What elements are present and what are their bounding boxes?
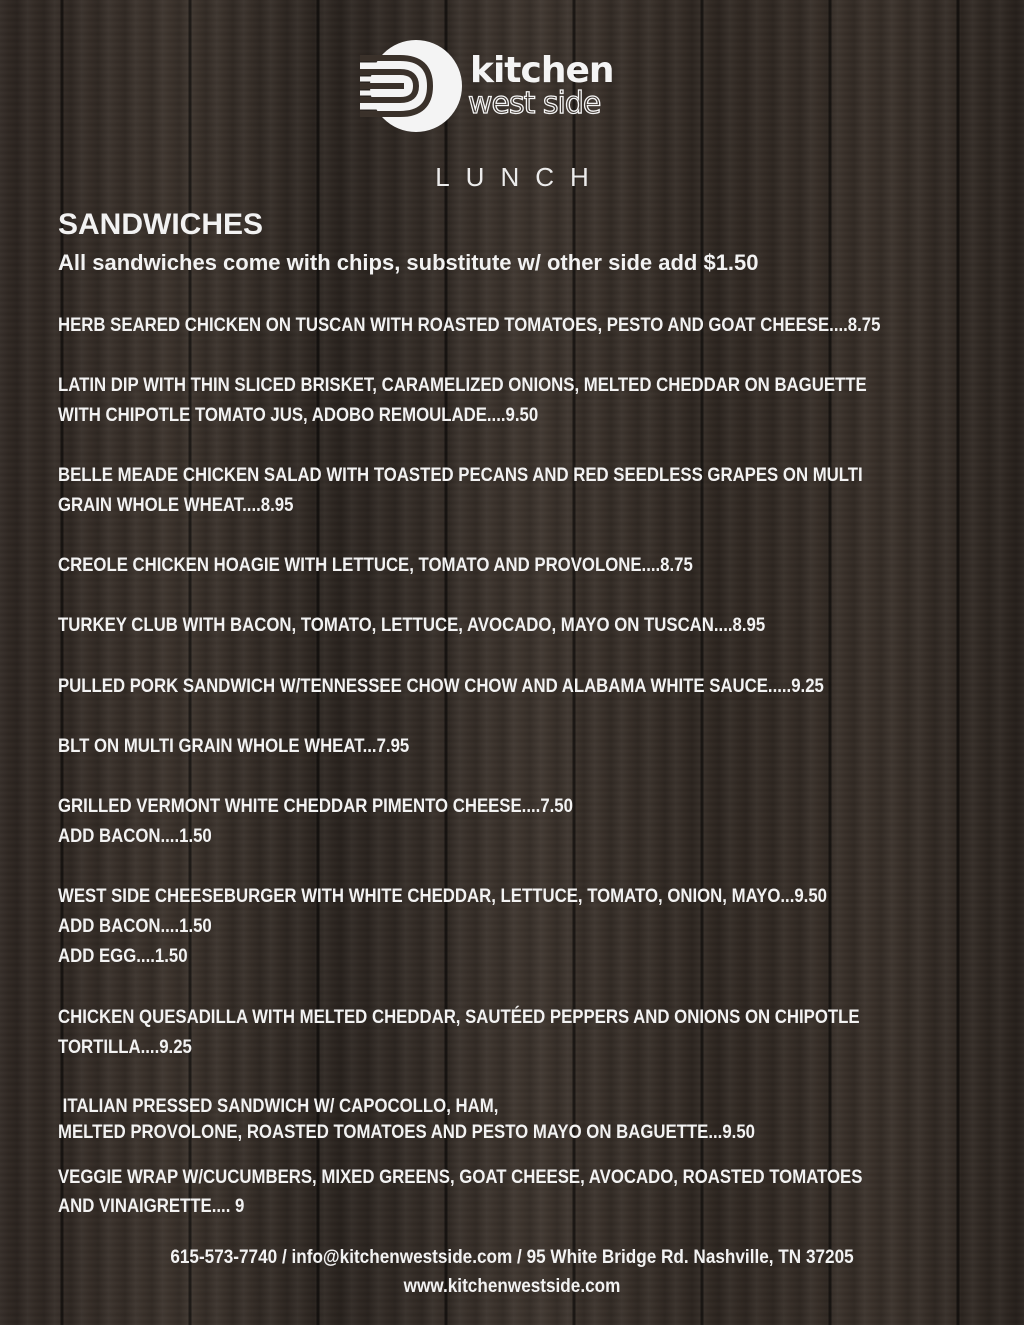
menu-item-italian-pressed — [58, 1093, 1004, 1145]
menu-item-chicken-salad — [58, 460, 1004, 520]
menu-item-blt — [58, 731, 1004, 761]
menu-item-herb-seared-chicken — [58, 310, 1004, 340]
menu-item-addon: ADD BACON....1.50 — [58, 915, 212, 937]
kitchen-west-side-logo-mark-icon — [360, 36, 470, 136]
menu-item-line: BLT ON MULTI GRAIN WHOLE WHEAT...7.95 — [58, 735, 410, 757]
menu-item-line: GRILLED VERMONT WHITE CHEDDAR PIMENTO CHEESE....7.50 — [58, 795, 573, 817]
menu-item-latin-dip — [58, 370, 1004, 430]
menu-item-addon: ADD EGG....1.50 — [58, 945, 188, 967]
footer — [0, 1243, 1024, 1301]
brand-name-line1: kitchen — [470, 50, 614, 91]
menu-item-line: BELLE MEADE CHICKEN SALAD WITH TOASTED PECANS AND RED SEEDLESS GRAPES ON MULTI — [58, 464, 863, 486]
menu-item-line: MELTED PROVOLONE, ROASTED TOMATOES AND PESTO MAYO ON BAGUETTE...9.50 — [58, 1121, 755, 1143]
footer-website: www.kitchenwestside.com — [403, 1275, 621, 1297]
menu-item-line: VEGGIE WRAP W/CUCUMBERS, MIXED GREENS, GOAT CHEESE, AVOCADO, ROASTED TOMATOES — [58, 1166, 863, 1188]
menu-item-cheeseburger — [58, 881, 1004, 971]
brand-logo — [360, 36, 650, 136]
menu-item-line: PULLED PORK SANDWICH W/TENNESSEE CHOW CHOW AND ALABAMA WHITE SAUCE.....9.25 — [58, 675, 824, 697]
menu-item-line: HERB SEARED CHICKEN ON TUSCAN WITH ROASTED TOMATOES, PESTO AND GOAT CHEESE....8.75 — [58, 314, 881, 336]
menu-item-line: TORTILLA....9.25 — [58, 1036, 192, 1058]
footer-contact: 615-573-7740 / info@kitchenwestside.com / 95 White Bridge Rd. Nashville, TN 37205 — [170, 1246, 854, 1268]
menu-item-line: CHICKEN QUESADILLA WITH MELTED CHEDDAR, SAUTÉED PEPPERS AND ONIONS ON CHIPOTLE — [58, 1006, 860, 1028]
menu-item-pulled-pork — [58, 671, 1004, 701]
menu-item-line: WITH CHIPOTLE TOMATO JUS, ADOBO REMOULADE....9.50 — [58, 404, 539, 426]
menu-item-turkey-club — [58, 610, 1004, 640]
menu-item-line: TURKEY CLUB WITH BACON, TOMATO, LETTUCE, AVOCADO, MAYO ON TUSCAN....8.95 — [58, 614, 766, 636]
section-heading: LUNCH — [435, 162, 605, 192]
menu-item-line: GRAIN WHOLE WHEAT....8.95 — [58, 494, 294, 516]
category-title: SANDWICHES — [58, 208, 264, 241]
brand-name-line2: west side — [468, 86, 601, 121]
menu-item-addon: ADD BACON....1.50 — [58, 825, 212, 847]
menu-item-line: AND VINAIGRETTE.... 9 — [58, 1195, 245, 1217]
menu-item-line: ITALIAN PRESSED SANDWICH W/ CAPOCOLLO, HAM, — [58, 1095, 499, 1117]
menu-item-line: WEST SIDE CHEESEBURGER WITH WHITE CHEDDAR, LETTUCE, TOMATO, ONION, MAYO...9.50 — [58, 885, 828, 907]
menu-item-line: CREOLE CHICKEN HOAGIE WITH LETTUCE, TOMATO AND PROVOLONE....8.75 — [58, 554, 693, 576]
menu-item-quesadilla — [58, 1002, 1004, 1062]
category-note: All sandwiches come with chips, substitute w/ other side add $1.50 — [58, 250, 759, 275]
menu-item-line: LATIN DIP WITH THIN SLICED BRISKET, CARAMELIZED ONIONS, MELTED CHEDDAR ON BAGUETTE — [58, 374, 867, 396]
menu-item-pimento-cheese — [58, 791, 1004, 851]
menu-item-creole-hoagie — [58, 550, 1004, 580]
menu-item-veggie-wrap — [58, 1163, 1004, 1221]
